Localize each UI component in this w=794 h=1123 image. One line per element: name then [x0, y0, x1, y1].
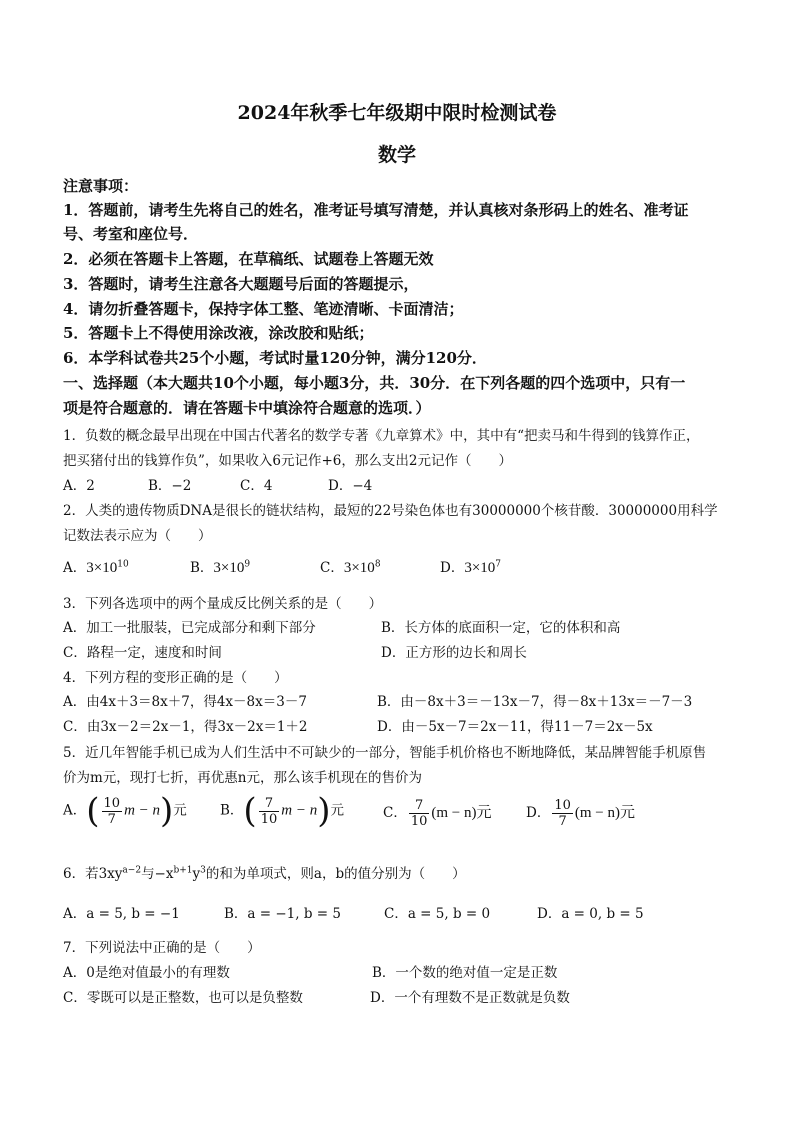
note-item: 6．本学科试卷共25个小题，考试时量120分钟，满分120分．: [63, 349, 487, 367]
notes-heading: 注意事项：: [63, 177, 139, 195]
q2-option-d: [440, 556, 501, 577]
q6-option-a: A．a = 5, b = −1: [63, 906, 180, 922]
q3-option-c: C．路程一定，速度和时间: [63, 645, 222, 661]
q5-option-a-fraction: $\frac{10}{7}$: [103, 795, 121, 827]
question-5-stem: 5．近几年智能手机已成为人们生活中不可缺少的一部分，智能手机价格也不断地降低，某品牌智能手机原售: [63, 745, 707, 761]
question-2-stem-cont: 记数法表示应为（ ）: [63, 528, 212, 544]
question-2-stem: 2．人类的遗传物质DNA是很长的链状结构，最短的22号染色体也有30000000个核苷酸．30000000用科学: [63, 503, 718, 519]
q1-option-b: B．−2: [148, 478, 192, 494]
subject-title: 数学: [377, 144, 416, 166]
q5-option-a: A．( $\frac{10}{7}$ m − n)元: [63, 791, 187, 831]
q2-option-c-label: C．: [320, 560, 344, 576]
q2-option-d-base: 3×10: [464, 560, 496, 576]
q4-option-b: B．由－8x＋3＝－13x－7，得－8x＋13x＝－7－3: [377, 694, 693, 710]
q1-option-d: D．−4: [328, 478, 373, 494]
q7-option-b: B．一个数的绝对值一定是正数: [372, 965, 558, 981]
question-3-stem: 3．下列各选项中的两个量成反比例关系的是（ ）: [63, 596, 383, 612]
q4-option-a: A．由4x＋3＝8x＋7，得4x－8x＝3－7: [63, 694, 307, 710]
q2-option-b: [190, 556, 250, 577]
q2-option-a-exp: 10: [117, 559, 129, 570]
question-5-stem-cont: 价为m元，现打七折，再优惠n元，那么该手机现在的售价为: [63, 770, 422, 786]
note-item: 5．答题卡上不得使用涂改液，涂改胶和贴纸；: [63, 324, 374, 342]
note-item: 4．请勿折叠答题卡，保持字体工整、笔迹清晰、卡面清洁；: [63, 300, 464, 318]
question-1-stem-cont: 把买猪付出的钱算作负”，如果收入6元记作+6，那么支出2元记作（ ）: [63, 453, 512, 469]
q2-option-b-label: B．: [190, 560, 214, 576]
q3-option-a: A．加工一批服装，已完成部分和剩下部分: [63, 620, 316, 636]
section-heading-cont: 项是符合题意的．请在答题卡中填涂符合题意的选项．）: [63, 399, 431, 417]
q2-option-a: [63, 556, 129, 577]
note-item: 1．答题前，请考生先将自己的姓名，准考证号填写清楚，并认真核对条形码上的姓名、准考证: [63, 201, 689, 219]
q5-option-a-label: A．: [63, 802, 87, 819]
q2-option-b-exp: 9: [244, 559, 251, 570]
note-item: 2．必须在答题卡上答题，在草稿纸、试题卷上答题无效: [63, 250, 434, 268]
exam-title: 2024年秋季七年级期中限时检测试卷: [237, 102, 557, 124]
q7-option-a: A．0是绝对值最小的有理数: [63, 965, 230, 981]
q5-option-c: C． $\frac{7}{10}$ (m − n)元: [383, 798, 492, 829]
q2-option-a-label: A．: [63, 560, 87, 576]
question-1-stem: 1．负数的概念最早出现在中国古代著名的数学专著《九章算术》中，其中有“把卖马和牛得到的钱算作正，: [63, 428, 700, 444]
q7-option-c: C．零既可以是正整数，也可以是负整数: [63, 990, 303, 1006]
q6-option-d: D．a = 0, b = 5: [537, 906, 644, 922]
q2-option-d-label: D．: [440, 560, 465, 576]
q2-option-c-base: 3×10: [343, 560, 375, 576]
q3-option-b: B．长方体的底面积一定，它的体积和高: [381, 620, 621, 636]
q4-option-d: D．由－5x－7＝2x－11，得11－7＝2x－5x: [377, 719, 653, 735]
q5-option-b: B．( $\frac{7}{10}$ m − n)元: [220, 791, 344, 831]
q2-option-a-base: 3×10: [86, 560, 118, 576]
q5-option-c-fraction: $\frac{7}{10}$: [410, 798, 428, 829]
q2-option-b-base: 3×10: [213, 560, 245, 576]
section-heading: 一、选择题（本大题共10个小题，每小题3分，共．30分．在下列各题的四个选项中，只有一: [63, 374, 686, 392]
q2-option-d-exp: 7: [495, 559, 502, 570]
q5-option-b-fraction: $\frac{7}{10}$: [260, 795, 278, 827]
question-7-stem: 7．下列说法中正确的是（ ）: [63, 940, 261, 956]
q5-option-d-fraction: $\frac{10}{7}$: [554, 798, 571, 829]
question-4-stem: 4．下列方程的变形正确的是（ ）: [63, 670, 288, 686]
q2-option-c-exp: 8: [374, 559, 381, 570]
question-6-stem: 6．若$3xy^{a-2}$与$-x^{b+1}y^3$的和为单项式，则a，b的值分别为（ ）: [63, 865, 466, 882]
q2-option-c: [320, 556, 381, 577]
note-item: 号、考室和座位号．: [63, 225, 199, 243]
q1-option-c: C．4: [240, 478, 273, 494]
q5-option-d: D． $\frac{10}{7}$ (m − n)元: [526, 798, 635, 829]
q5-option-d-label: D．: [526, 805, 551, 821]
q6-option-b: B．a = −1, b = 5: [224, 906, 341, 922]
q6-option-c: C．a = 5, b = 0: [384, 906, 491, 922]
q4-option-c: C．由3x－2＝2x－1，得3x－2x＝1＋2: [63, 719, 308, 735]
note-item: 3．答题时，请考生注意各大题题号后面的答题提示，: [63, 275, 419, 293]
q1-option-a: A．2: [63, 478, 95, 494]
q3-option-d: D．正方形的边长和周长: [381, 645, 527, 661]
q5-option-c-label: C．: [383, 805, 407, 821]
q7-option-d: D．一个有理数不是正数就是负数: [370, 990, 570, 1006]
q5-option-b-label: B．: [220, 802, 244, 819]
